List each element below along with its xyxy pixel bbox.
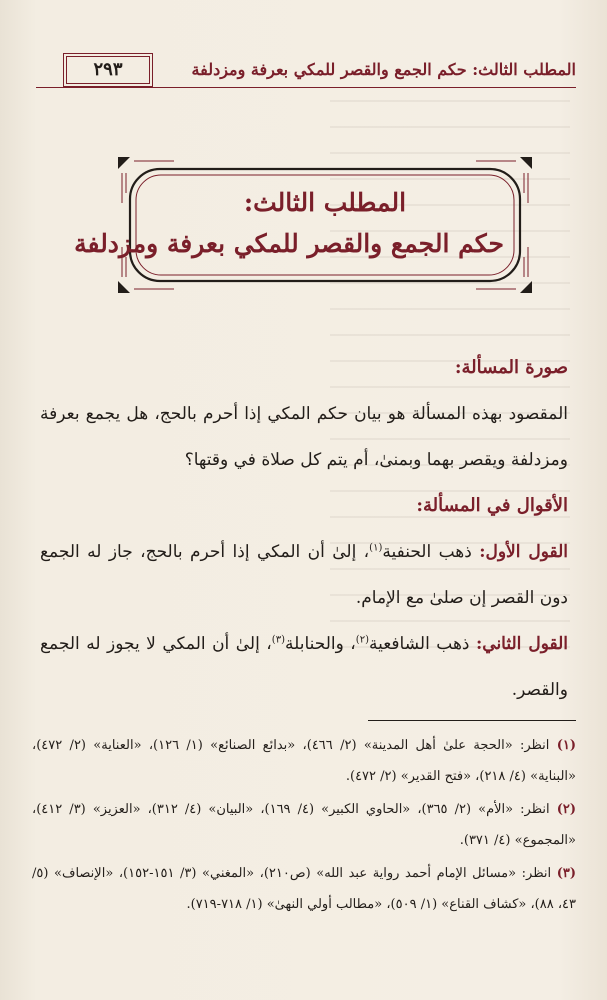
section-heading-issue: صورة المسألة: [454,357,568,378]
footnote-1 [32,730,576,792]
opinion-second-label: القول الثاني: [476,634,569,654]
footnote-1-text: انظر: «الحجة علىٰ أهل المدينة» (٢/ ٤٦٦)، «بدائع الصنائع» (١/ ١٢٦)، «العناية» (٢/ ٤٧٢)، «البناية» (٤/ ٢١٨)، «فتح القدير» (٢/ ٤٧٢). [32,738,576,784]
footnote-2 [32,794,576,856]
banner-title-line1: المطلب الثالث: [243,188,407,217]
footnote-2-number: (٢) [556,802,577,817]
section-banner [74,155,534,295]
footnotes [32,730,576,922]
footnote-ref-1[interactable]: (١) [369,542,383,554]
footnote-3 [32,858,576,920]
footnote-separator [368,720,576,721]
opinion-second-text-c: ، إلىٰ أن المكي لا يجوز له الجمع والقصر. [40,634,568,700]
footnote-1-number: (١) [556,738,577,753]
page-number-box [66,56,150,84]
banner-title-line2: حكم الجمع والقصر للمكي بعرفة ومزدلفة [74,229,504,258]
footnote-ref-3[interactable]: (٣) [271,634,285,646]
section-heading-opinions: الأقوال في المسألة: [416,495,568,516]
body-text [40,345,568,713]
footnote-3-number: (٣) [556,866,576,881]
running-header [36,54,576,94]
opinion-second-text-a: ذهب الشافعية [368,634,470,654]
header-title: المطلب الثالث: حكم الجمع والقصر للمكي بعرفة ومزدلفة [191,60,576,79]
issue-paragraph: المقصود بهذه المسألة هو بيان حكم المكي إذا أحرم بالحج، هل يجمع بعرفة ومزدلفة ويقصر بهما وبمنىٰ، أم يتم كل صلاة في وقتها؟ [40,404,568,470]
opinion-second [40,621,568,713]
header-rule [36,87,576,88]
opinion-second-text-b: ، والحنابلة [284,634,356,654]
opinion-first-text-a: ذهب الحنفية [382,542,472,562]
opinion-first [40,529,568,621]
footnote-2-text: انظر: «الأم» (٢/ ٣٦٥)، «الحاوي الكبير» (٤/ ١٦٩)، «البيان» (٤/ ٣١٢)، «العزيز» (٣/ ٤١٢)، «المجموع» (٤/ ٣٧١). [32,802,576,848]
footnote-3-text: انظر: «مسائل الإمام أحمد رواية عبد الله» (ص٢١٠)، «المغني» (٣/ ١٥١-١٥٢)، «الإنصاف» (٥/ ٤٣، ٨٨)، «كشاف القناع» (١/ ٥٠٩)، «مطالب أولي النهىٰ» (١/ ٧١٨-٧١٩). [32,866,576,912]
opinion-first-label: القول الأول: [479,542,569,562]
footnote-ref-2[interactable]: (٢) [355,634,369,646]
opinion-first-text-b: ، إلىٰ أن المكي إذا أحرم بالحج، جاز له الجمع دون القصر إن صلىٰ مع الإمام. [40,542,568,608]
page-number: ٢٩٣ [93,59,123,80]
banner-text [74,183,504,265]
